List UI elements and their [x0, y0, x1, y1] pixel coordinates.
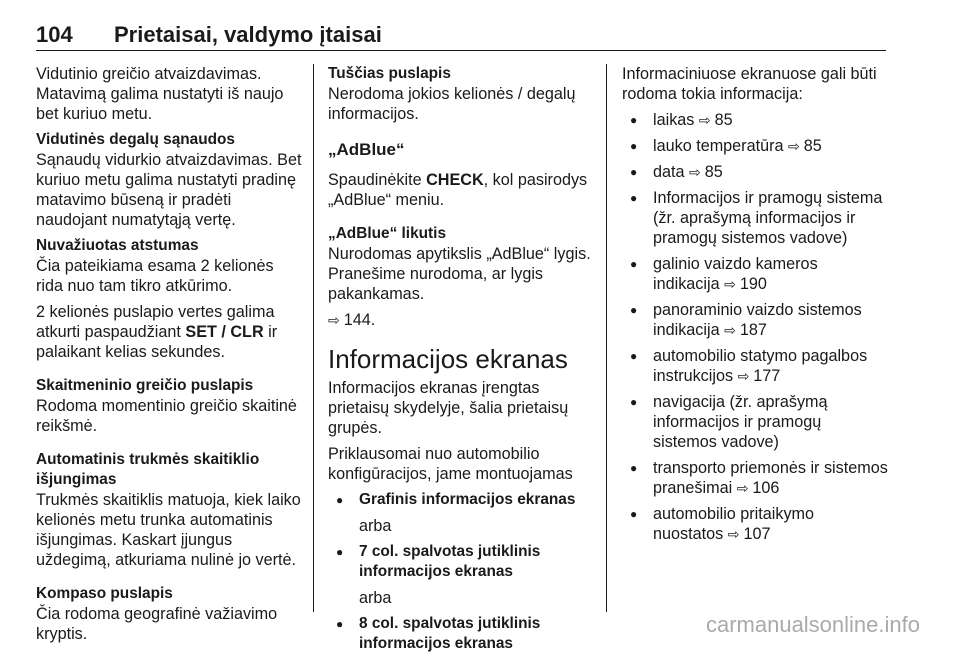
- paragraph: Informacijos ekranas įrengtas prietaisų skydelyje, šalia prietaisų grupės.: [328, 379, 569, 437]
- list-item: [622, 300, 888, 340]
- section-heading: Automatinis trukmės skaitiklio išjungimas: [36, 451, 260, 488]
- section-heading: Kompaso puslapis: [36, 585, 173, 602]
- paragraph: Čia pateikiama esama 2 kelionės rida nuo tam tikro atkūrimo.: [36, 257, 274, 295]
- key-label: SET / CLR: [185, 323, 264, 341]
- paragraph: Vidutinio greičio atvaizdavimas. Matavimą galima nustatyti iš naujo bet kuriuo metu.: [36, 65, 284, 123]
- list-item-text: transporto priemonės ir sistemos pranešimai: [653, 459, 888, 497]
- list-item: ● Grafinis informacijos ekranas: [328, 490, 594, 510]
- list-item-text: galinio vaizdo kameros indikacija: [653, 255, 818, 293]
- text: 2 kelionės puslapio vertes galima atkurti paspaudžiant: [36, 303, 275, 341]
- paragraph: [36, 302, 304, 362]
- paragraph: [328, 170, 594, 210]
- display-types-list: [328, 490, 594, 654]
- page-reference[interactable]: ⇨ 85: [788, 137, 822, 155]
- paragraph: Sąnaudų vidurkio atvaizdavimas. Bet kuriuo metu galima nustatyti pradinę matavimo būseną ir pradėti naudojant numatytąją vertę.: [36, 151, 302, 229]
- section-heading: Vidutinės degalų sąnaudos: [36, 131, 235, 148]
- list-item: [622, 458, 888, 498]
- paragraph: Čia rodoma geografinė važiavimo kryptis.: [36, 605, 278, 643]
- paragraph: Trukmės skaitiklis matuoja, kiek laiko kelionės metu trunka automatinis išjungimas. Kaskart įjungus uždegimą, atkuriama nulinė jo vertė.: [36, 491, 301, 569]
- key-label: CHECK: [426, 171, 484, 189]
- list-item-text: Informacijos ir pramogų sistema (žr. aprašymą informacijos ir pramogų sistemos vadove): [653, 189, 883, 247]
- list-item: ● 8 col. spalvotas jutiklinis informacijos ekranas: [328, 614, 594, 654]
- list-item: [622, 188, 888, 248]
- paragraph: Rodoma momentinio greičio skaitinė reikšmė.: [36, 397, 297, 435]
- text: , kol pasirodys „AdBlue“ meniu.: [328, 171, 588, 209]
- watermark: carmanualsonline.info: [705, 612, 920, 637]
- list-item: [622, 136, 888, 156]
- list-item: [622, 162, 888, 182]
- page-number: 104: [36, 22, 73, 47]
- page-title: Prietaisai, valdymo įtaisai: [114, 22, 382, 47]
- text: Spaudinėkite: [328, 171, 422, 189]
- column-2: [328, 64, 594, 660]
- or-text: arba: [359, 589, 392, 607]
- page-reference[interactable]: ⇨ 85: [689, 163, 723, 181]
- list-item: [622, 254, 888, 294]
- text: ir palaikant kelias sekundes.: [36, 323, 278, 361]
- page-reference[interactable]: ⇨ 144.: [328, 311, 375, 329]
- list-item: [622, 110, 888, 130]
- column-divider-2: [606, 64, 607, 612]
- list-item: [622, 504, 888, 544]
- column-divider-1: [313, 64, 314, 612]
- chapter-heading: Informacijos ekranas: [328, 344, 568, 374]
- paragraph: Priklausomai nuo automobilio konfigūracijos, jame montuojamas: [328, 445, 573, 483]
- list-item-text: navigacija (žr. aprašymą informacijos ir pramogų sistemos vadove): [653, 393, 828, 451]
- page-reference[interactable]: ⇨ 187: [724, 321, 767, 339]
- section-heading: Nuvažiuotas atstumas: [36, 237, 199, 254]
- paragraph: Nurodomas apytikslis „AdBlue“ lygis. Pranešime nurodoma, ar lygis pakankamas.: [328, 245, 591, 303]
- page-reference[interactable]: ⇨ 190: [724, 275, 767, 293]
- list-item: [622, 392, 888, 452]
- section-heading: Tuščias puslapis: [328, 65, 451, 82]
- list-item-text: automobilio pritaikymo nuostatos: [653, 505, 815, 543]
- header-rule: [36, 50, 886, 51]
- page-reference[interactable]: ⇨ 85: [699, 111, 733, 129]
- list-item: [622, 346, 888, 386]
- list-item-text: data: [653, 163, 685, 181]
- column-3: [622, 64, 888, 550]
- page-reference[interactable]: ⇨ 107: [728, 525, 771, 543]
- page-reference[interactable]: ⇨ 177: [738, 367, 781, 385]
- paragraph: Informaciniuose ekranuose gali būti rodoma tokia informacija:: [622, 65, 877, 103]
- page-header: [36, 22, 886, 52]
- page-reference[interactable]: ⇨ 106: [737, 479, 780, 497]
- list-item-text: lauko temperatūra: [653, 137, 784, 155]
- list-item-text: panoraminio vaizdo sistemos indikacija: [653, 301, 862, 339]
- list-item-text: laikas: [653, 111, 695, 129]
- section-heading: „AdBlue“: [328, 140, 405, 159]
- section-heading: „AdBlue“ likutis: [328, 225, 447, 242]
- info-items-list: [622, 110, 888, 544]
- or-text: arba: [359, 517, 392, 535]
- list-item-text: automobilio statymo pagalbos instrukcijos: [653, 347, 868, 385]
- column-1: [36, 64, 304, 650]
- paragraph: Nerodoma jokios kelionės / degalų informacijos.: [328, 85, 576, 123]
- list-item: ● 7 col. spalvotas jutiklinis informacijos ekranas: [328, 542, 594, 582]
- section-heading: Skaitmeninio greičio puslapis: [36, 377, 254, 394]
